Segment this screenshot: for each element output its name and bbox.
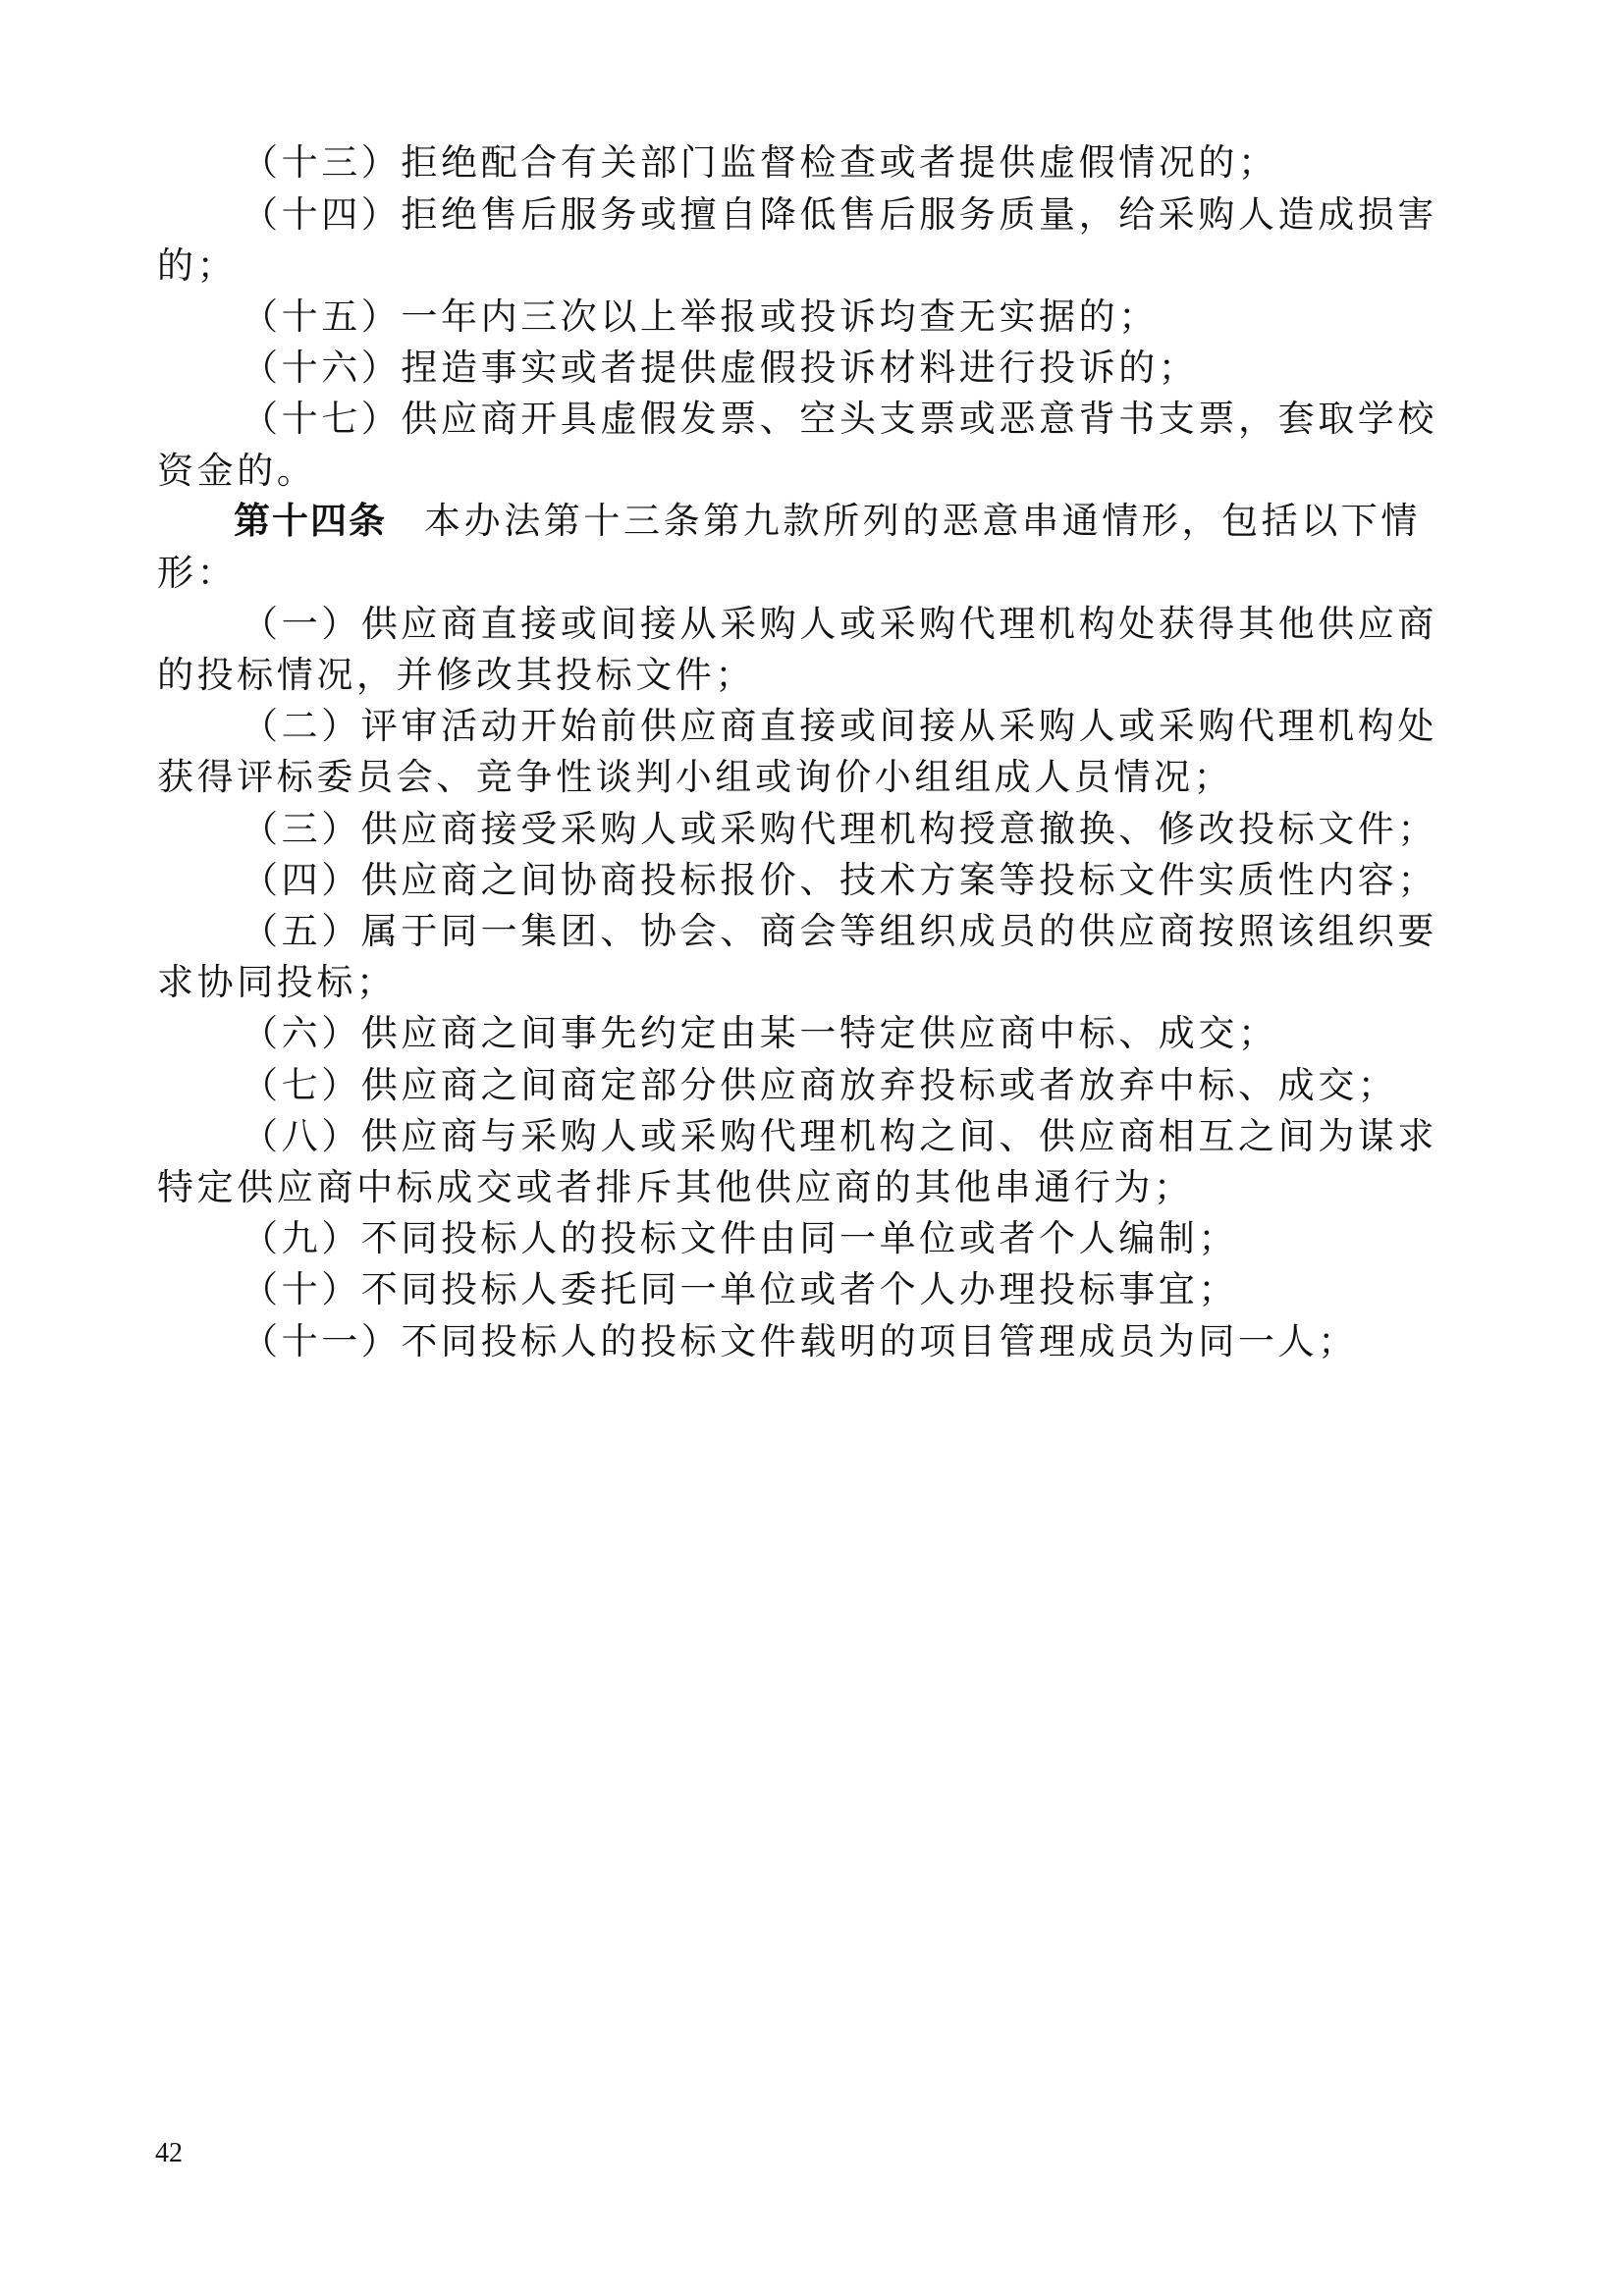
text-line: 资金的。	[157, 450, 317, 492]
text-line: （五）属于同一集团、协会、商会等组织成员的供应商按照该组织要	[242, 910, 1437, 952]
page-number: 42	[155, 2138, 183, 2168]
text-line: （九）不同投标人的投标文件由同一单位或者个人编制；	[242, 1217, 1238, 1259]
text-line: 的；	[157, 244, 238, 287]
text-line: （十四）拒绝售后服务或擅自降低售后服务质量，给采购人造成损害	[242, 193, 1437, 236]
text-line: 获得评标委员会、竞争性谈判小组或询价小组组成人员情况；	[157, 756, 1234, 798]
text-line: （十五）一年内三次以上举报或投诉均查无实据的；	[242, 295, 1159, 338]
text-line: （四）供应商之间协商投标报价、技术方案等投标文件实质性内容；	[242, 859, 1437, 901]
text-line: （六）供应商之间事先约定由某一特定供应商中标、成交；	[242, 1012, 1278, 1054]
article-title: 第十四条	[234, 500, 387, 542]
text-line: （一）供应商直接或间接从采购人或采购代理机构处获得其他供应商	[242, 603, 1437, 645]
text-line: （十）不同投标人委托同一单位或者个人办理投标事宜；	[242, 1268, 1238, 1310]
text-line: （十三）拒绝配合有关部门监督检查或者提供虚假情况的；	[242, 141, 1278, 184]
text-line: 的投标情况，并修改其投标文件；	[157, 654, 755, 696]
text-line: （三）供应商接受采购人或采购代理机构授意撤换、修改投标文件；	[242, 808, 1437, 850]
article-text: 本办法第十三条第九款所列的恶意串通情形，包括以下情	[424, 500, 1421, 542]
text-line: （十一）不同投标人的投标文件载明的项目管理成员为同一人；	[242, 1320, 1358, 1362]
text-line: （十七）供应商开具虚假发票、空头支票或恶意背书支票，套取学校	[242, 398, 1437, 440]
text-line: （八）供应商与采购人或采购代理机构之间、供应商相互之间为谋求	[242, 1115, 1437, 1157]
text-line: 形：	[157, 552, 238, 594]
text-line: （二）评审活动开始前供应商直接或间接从采购人或采购代理机构处	[242, 705, 1437, 747]
article-14-heading-line	[234, 498, 1421, 545]
text-line: 特定供应商中标成交或者排斥其他供应商的其他串通行为；	[157, 1166, 1194, 1208]
text-line: 求协同投标；	[157, 961, 397, 1003]
text-line: （十六）捏造事实或者提供虚假投诉材料进行投诉的；	[242, 347, 1199, 389]
text-line: （七）供应商之间商定部分供应商放弃投标或者放弃中标、成交；	[242, 1064, 1398, 1106]
